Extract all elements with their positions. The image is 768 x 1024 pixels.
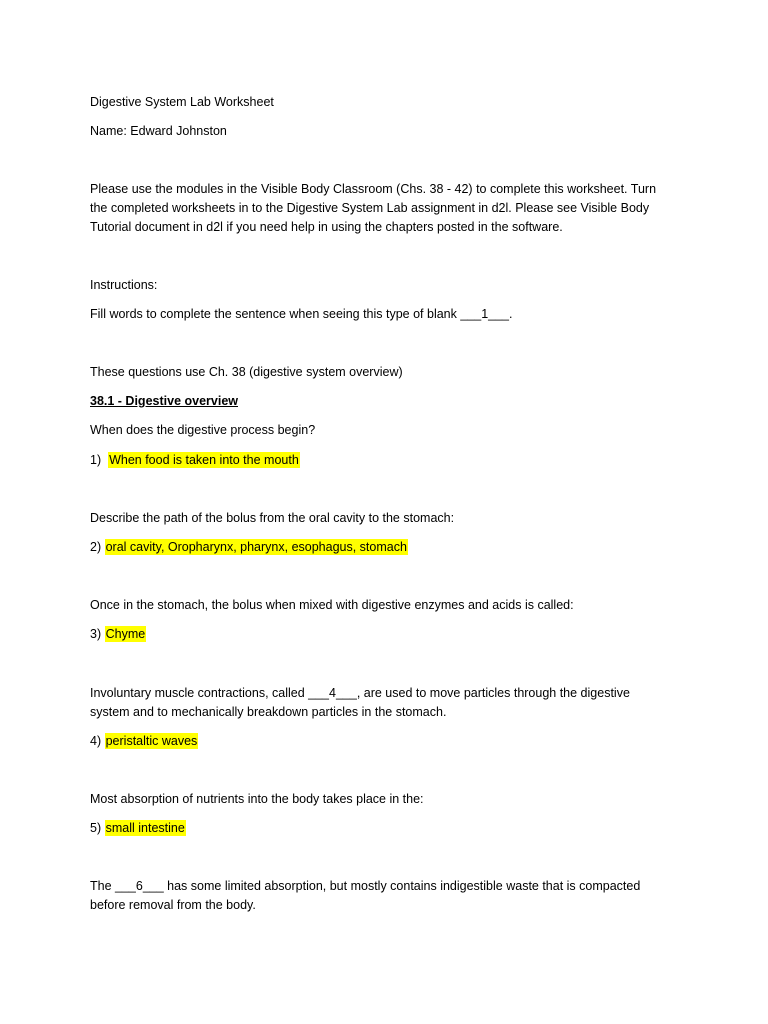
question-5-answer-row xyxy=(90,819,186,838)
question-3-answer-row xyxy=(90,625,146,644)
question-1-prompt: When does the digestive process begin? xyxy=(90,423,316,437)
question-1-number: 1) xyxy=(90,453,102,467)
intro-line-1: Please use the modules in the Visible Body Classroom (Chs. 38 - 42) to complete this worksheet. Turn xyxy=(90,182,657,196)
question-3-prompt: Once in the stomach, the bolus when mixed with digestive enzymes and acids is called: xyxy=(90,598,574,612)
question-1-answer: When food is taken into the mouth xyxy=(109,453,299,467)
question-2-answer-row xyxy=(90,538,408,557)
question-4-prompt-line-2: system and to mechanically breakdown particles in the stomach. xyxy=(90,705,447,719)
question-6-prompt-line-2: before removal from the body. xyxy=(90,898,256,912)
instructions-text: Fill words to complete the sentence when seeing this type of blank ___1___. xyxy=(90,307,513,321)
question-5-prompt: Most absorption of nutrients into the body takes place in the: xyxy=(90,792,424,806)
question-5-number: 5) xyxy=(90,821,102,835)
question-4-number: 4) xyxy=(90,734,102,748)
section-heading: 38.1 - Digestive overview xyxy=(90,394,238,408)
chapter-intro: These questions use Ch. 38 (digestive system overview) xyxy=(90,365,403,379)
worksheet-title: Digestive System Lab Worksheet xyxy=(90,95,274,109)
question-6-prompt-line-1: The ___6___ has some limited absorption, but mostly contains indigestible waste that is compacted xyxy=(90,879,641,893)
question-3-answer: Chyme xyxy=(105,627,146,641)
question-4-answer-row xyxy=(90,732,198,751)
intro-line-2: the completed worksheets in to the Digestive System Lab assignment in d2l. Please see Visible Body xyxy=(90,201,650,215)
question-5-answer: small intestine xyxy=(105,821,185,835)
question-4-prompt-line-1: Involuntary muscle contractions, called ___4___, are used to move particles through the digestive xyxy=(90,686,630,700)
question-2-answer: oral cavity, Oropharynx, pharynx, esophagus, stomach xyxy=(105,540,407,554)
intro-line-3: Tutorial document in d2l if you need help in using the chapters posted in the software. xyxy=(90,220,563,234)
instructions-label: Instructions: xyxy=(90,278,158,292)
question-2-prompt: Describe the path of the bolus from the oral cavity to the stomach: xyxy=(90,511,455,525)
student-name: Name: Edward Johnston xyxy=(90,124,227,138)
question-1-answer-row xyxy=(90,451,300,470)
question-4-answer: peristaltic waves xyxy=(105,734,198,748)
question-2-number: 2) xyxy=(90,540,102,554)
question-3-number: 3) xyxy=(90,627,102,641)
